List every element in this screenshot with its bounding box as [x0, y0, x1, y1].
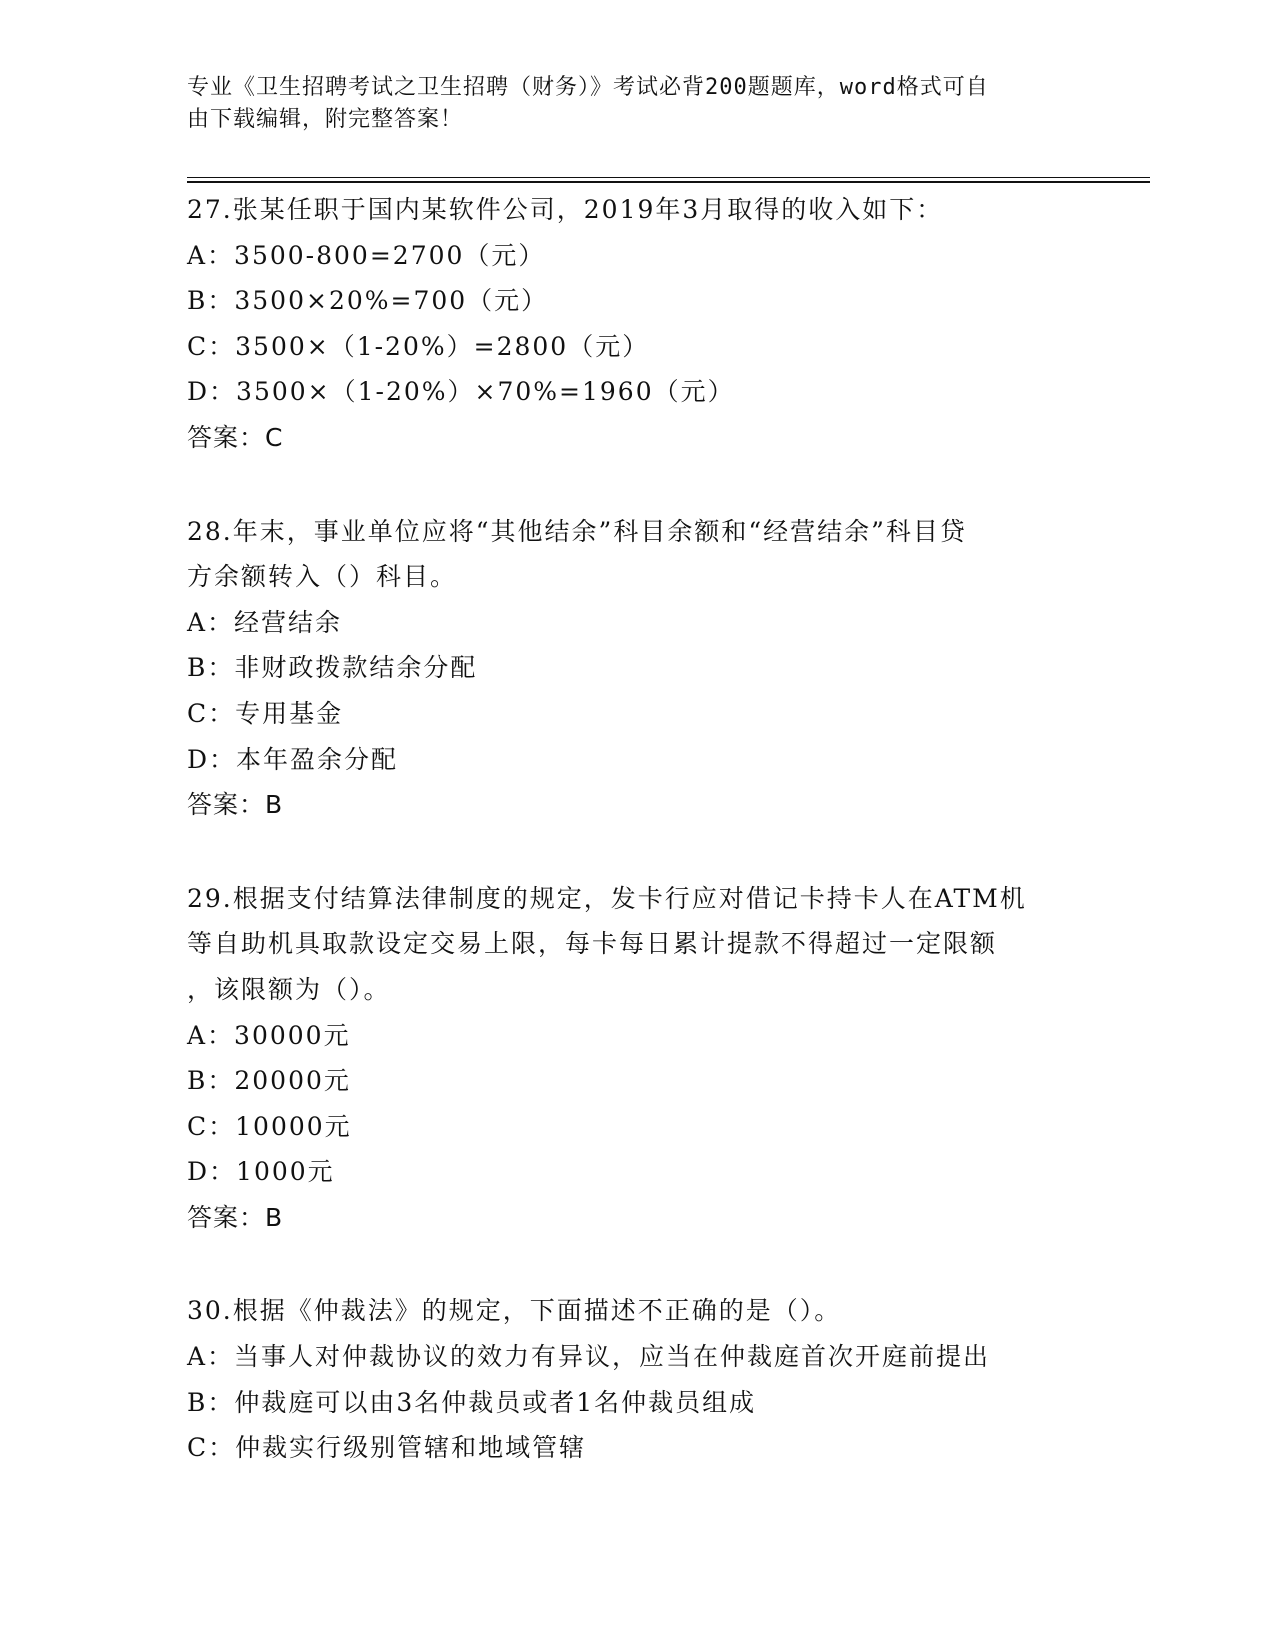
question-block-27 [187, 187, 1087, 461]
answer-line: 答案：C [187, 422, 284, 452]
answer-line: 答案：B [187, 1202, 284, 1232]
option-c: C：专用基金 [187, 698, 344, 728]
question-stem-line-2: 等自助机具取款设定交易上限，每卡每日累计提款不得超过一定限额 [187, 929, 998, 959]
option-b: B：20000元 [187, 1066, 351, 1096]
question-stem-line-1: 28.年末，事业单位应将“其他结余”科目余额和“经营结余”科目贷 [187, 516, 967, 546]
question-gap [187, 461, 1087, 509]
option-b: B：3500×20%=700（元） [187, 286, 549, 316]
option-c: C：仲裁实行级别管辖和地域管辖 [187, 1433, 587, 1463]
option-b: B：非财政拨款结余分配 [187, 653, 478, 683]
option-a: A：3500-800=2700（元） [187, 240, 546, 270]
question-block-29 [187, 876, 1087, 1241]
document-header [187, 72, 1067, 136]
option-a: A：30000元 [187, 1020, 351, 1050]
question-stem-line-1: 29.根据支付结算法律制度的规定，发卡行应对借记卡持卡人在ATM机 [187, 883, 1027, 913]
header-line-2: 由下载编辑，附完整答案！ [187, 107, 464, 132]
option-c: C：10000元 [187, 1111, 352, 1141]
header-line-1: 专业《卫生招聘考试之卫生招聘（财务）》考试必背200题题库，word格式可自 [187, 75, 989, 100]
question-gap [187, 828, 1087, 876]
question-stem: 30.根据《仲裁法》的规定，下面描述不正确的是（）。 [187, 1296, 842, 1326]
option-d: D：本年盈余分配 [187, 744, 399, 774]
option-a: A：当事人对仲裁协议的效力有异议，应当在仲裁庭首次开庭前提出 [187, 1342, 991, 1372]
header-divider-thin [187, 177, 1150, 178]
option-a: A：经营结余 [187, 607, 343, 637]
header-divider-thick [187, 181, 1150, 183]
question-stem-line-2: 方余额转入（）科目。 [187, 562, 458, 592]
answer-line: 答案：B [187, 790, 284, 820]
option-c: C：3500×（1-20%）=2800（元） [187, 331, 650, 361]
question-block-28 [187, 509, 1087, 828]
question-stem-line-3: ，该限额为（）。 [187, 974, 391, 1004]
option-d: D：1000元 [187, 1157, 335, 1187]
question-gap [187, 1240, 1087, 1288]
option-d: D：3500×（1-20%）×70%=1960（元） [187, 377, 735, 407]
option-b: B：仲裁庭可以由3名仲裁员或者1名仲裁员组成 [187, 1387, 757, 1417]
question-list [187, 187, 1087, 1471]
question-block-30 [187, 1288, 1087, 1470]
question-stem: 27.张某任职于国内某软件公司，2019年3月取得的收入如下： [187, 195, 944, 224]
